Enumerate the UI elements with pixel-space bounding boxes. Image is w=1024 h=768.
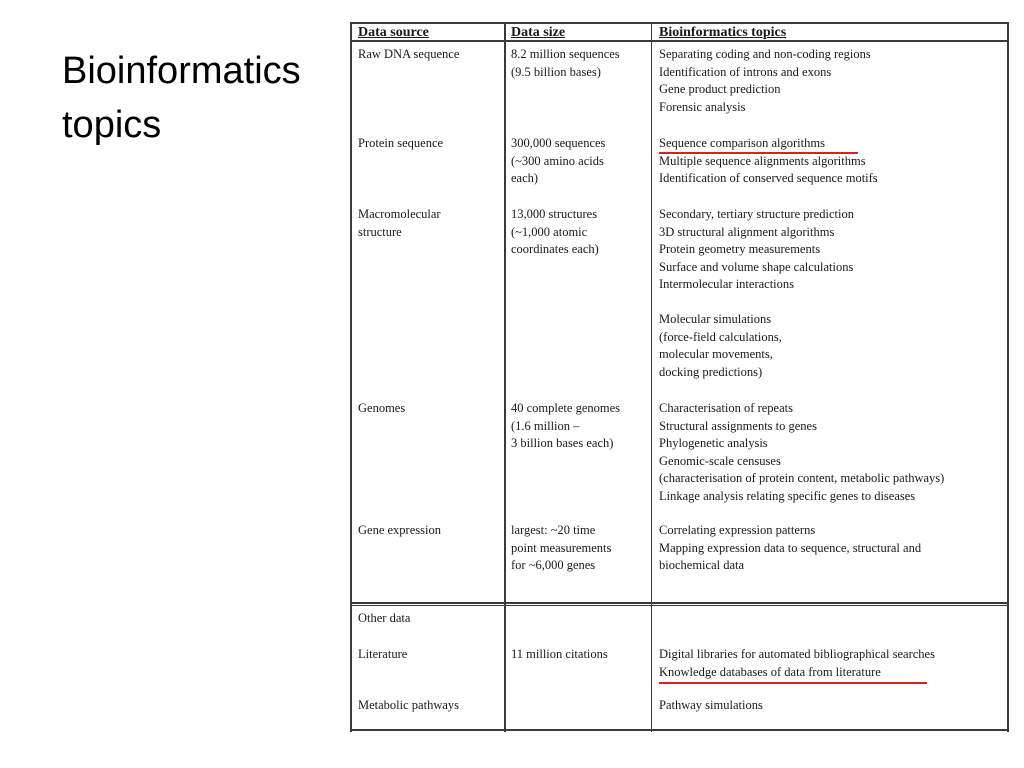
cell-line: Sequence comparison algorithms xyxy=(659,136,825,150)
cell-line: 3 billion bases each) xyxy=(511,436,614,450)
red-underline xyxy=(659,682,927,684)
row-protein-size xyxy=(511,135,649,188)
cell-line: Genomes xyxy=(358,401,406,415)
cell-line: Metabolic pathways xyxy=(358,698,460,712)
row-literature-source xyxy=(358,646,502,664)
table-right-border xyxy=(1007,22,1009,732)
cell-line: (~1,000 atomic xyxy=(511,224,588,239)
cell-line: biochemical data xyxy=(659,558,745,572)
header-data-source: Data source xyxy=(358,25,429,40)
cell-line: 8.2 million sequences xyxy=(511,47,620,61)
cell-line: coordinates each) xyxy=(511,242,599,256)
cell-line: Molecular simulations xyxy=(659,312,772,326)
table-bottom-rule xyxy=(350,729,1009,731)
slide-title-line-2: topics xyxy=(62,104,162,146)
header-data-size: Data size xyxy=(511,25,566,40)
cell-line: Protein sequence xyxy=(358,136,444,150)
cell-line: point measurements xyxy=(511,540,612,555)
row-metabolic-source xyxy=(358,697,502,715)
slide-title-line-1: Bioinformatics xyxy=(62,50,301,92)
cell-line: 3D structural alignment algorithms xyxy=(659,224,835,239)
cell-line: Genomic-scale censuses xyxy=(659,453,781,468)
cell-line: Linkage analysis relating specific genes to diseases xyxy=(659,488,916,503)
cell-line: molecular movements, xyxy=(659,347,773,361)
cell-line: each) xyxy=(511,171,539,185)
row-macromolecular-topics xyxy=(659,206,1007,381)
row-gene-expression-source xyxy=(358,522,502,540)
cell-line: Correlating expression patterns xyxy=(659,523,816,537)
cell-line: (~300 amino acids xyxy=(511,153,604,168)
row-literature-topics xyxy=(659,646,1007,681)
row-metabolic-topics xyxy=(659,697,1007,715)
cell-line: Phylogenetic analysis xyxy=(659,436,768,450)
cell-line: Protein geometry measurements xyxy=(659,242,821,256)
cell-line: Structural assignments to genes xyxy=(659,418,817,433)
red-underline xyxy=(659,152,858,154)
row-macromolecular-size xyxy=(511,206,649,259)
row-raw-dna-size xyxy=(511,46,649,81)
cell-line: Digital libraries for automated bibliographical searches xyxy=(659,647,935,661)
cell-line: Mapping expression data to sequence, structural and xyxy=(659,540,922,555)
cell-line: 13,000 structures xyxy=(511,207,598,221)
cell-line: (characterisation of protein content, metabolic pathways) xyxy=(659,471,945,485)
cell-line: Identification of introns and exons xyxy=(659,64,832,79)
cell-line: Multiple sequence alignments algorithms xyxy=(659,153,866,168)
row-protein-source xyxy=(358,135,502,153)
cell-line: Secondary, tertiary structure prediction xyxy=(659,207,854,221)
cell-line xyxy=(659,294,1007,312)
cell-line: Separating coding and non-coding regions xyxy=(659,47,871,61)
bioinformatics-table xyxy=(350,22,1010,734)
column-divider-1 xyxy=(504,22,506,732)
row-protein-topics xyxy=(659,135,1007,188)
cell-line: Pathway simulations xyxy=(659,698,763,712)
other-data-rule xyxy=(350,602,1009,604)
row-literature-size xyxy=(511,646,649,664)
table-left-border xyxy=(350,22,352,732)
cell-line: Intermolecular interactions xyxy=(659,277,795,291)
slide-title xyxy=(62,44,301,152)
cell-line: Gene expression xyxy=(358,523,441,537)
cell-line: docking predictions) xyxy=(659,364,763,379)
cell-line: 40 complete genomes xyxy=(511,401,620,415)
row-gene-expression-size xyxy=(511,522,649,575)
cell-line: Knowledge databases of data from literature xyxy=(659,664,881,679)
cell-line: structure xyxy=(358,224,402,239)
other-data-rule-2 xyxy=(350,605,1009,606)
cell-line: Literature xyxy=(358,647,408,661)
cell-line: for ~6,000 genes xyxy=(511,558,596,572)
cell-line: Forensic analysis xyxy=(659,99,746,114)
cell-line: Raw DNA sequence xyxy=(358,47,460,61)
cell-line: Identification of conserved sequence motifs xyxy=(659,171,878,185)
row-macromolecular-source xyxy=(358,206,502,241)
cell-line: Characterisation of repeats xyxy=(659,401,793,415)
cell-line: Gene product prediction xyxy=(659,82,781,96)
cell-line: Macromolecular xyxy=(358,207,441,221)
cell-line: 11 million citations xyxy=(511,647,608,661)
row-raw-dna-topics xyxy=(659,46,1007,116)
cell-line: 300,000 sequences xyxy=(511,136,606,150)
cell-line: largest: ~20 time xyxy=(511,523,596,537)
row-genomes-source xyxy=(358,400,502,418)
row-genomes-topics xyxy=(659,400,1007,505)
column-divider-2 xyxy=(651,22,652,732)
other-data-heading: Other data xyxy=(358,611,411,625)
cell-line: Surface and volume shape calculations xyxy=(659,259,854,274)
cell-line: (9.5 billion bases) xyxy=(511,64,601,79)
row-raw-dna-source xyxy=(358,46,502,64)
cell-line: (force-field calculations, xyxy=(659,329,782,344)
cell-line: (1.6 million – xyxy=(511,418,580,433)
row-gene-expression-topics xyxy=(659,522,1007,575)
header-bioinformatics-topics: Bioinformatics topics xyxy=(659,25,787,40)
row-genomes-size xyxy=(511,400,649,453)
table-top-rule xyxy=(350,22,1009,24)
